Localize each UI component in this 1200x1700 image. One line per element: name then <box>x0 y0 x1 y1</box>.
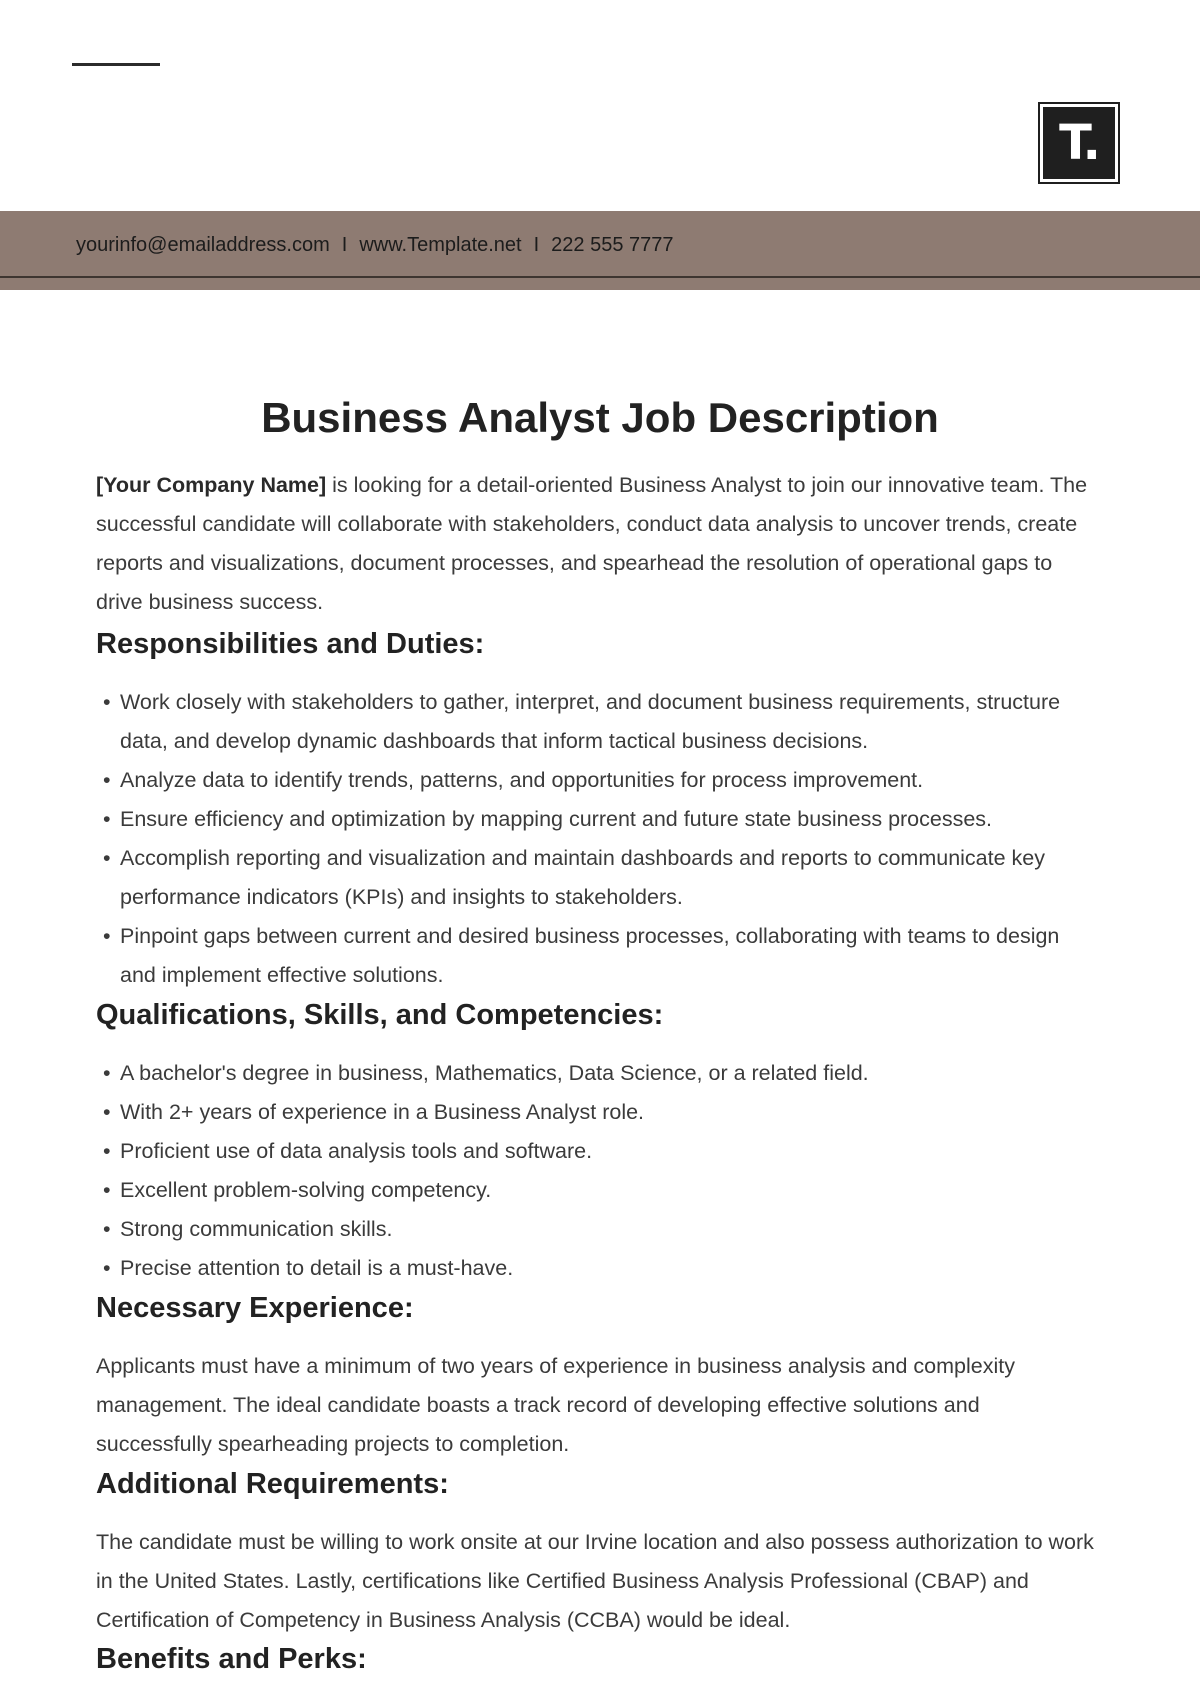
logo-mark: T. <box>1043 107 1115 179</box>
contact-phone: 222 555 7777 <box>551 234 674 256</box>
contact-separator: I <box>533 234 540 256</box>
list-item: • Work closely with stakeholders to gather, interpret, and document business requirements, structure data, and develop dynamic dashboards that inform tactical business decisions. <box>96 683 1096 761</box>
contact-website[interactable]: www.Template.net <box>359 234 522 256</box>
intro-text: is looking for a detail-oriented Business Analyst to join our innovative team. The successful candidate will collaborate with stakeholders, conduct data analysis to uncover trends, create reports and visualizations, document processes, and spearhead the resolution of operational gaps to drive business success. <box>96 473 1088 614</box>
list-item: • A bachelor's degree in business, Mathematics, Data Science, or a related field. <box>96 1054 1096 1093</box>
contact-email[interactable]: yourinfo@emailaddress.com <box>76 234 330 256</box>
document-body <box>96 466 1096 1679</box>
responsibilities-list <box>96 683 1096 995</box>
brand-logo <box>1038 102 1120 184</box>
contact-band-divider <box>0 276 1200 278</box>
company-name: [Your Company Name] <box>96 473 327 497</box>
additional-requirements-heading: Additional Requirements: <box>96 1468 449 1500</box>
qualifications-list <box>96 1054 1096 1288</box>
top-rule-decoration <box>72 63 160 66</box>
list-item: • With 2+ years of experience in a Business Analyst role. <box>96 1093 1096 1132</box>
list-item: • Analyze data to identify trends, patterns, and opportunities for process improvement. <box>96 761 1096 800</box>
benefits-heading: Benefits and Perks: <box>96 1643 367 1675</box>
contact-separator: I <box>341 234 348 256</box>
responsibilities-heading: Responsibilities and Duties: <box>96 628 485 660</box>
experience-paragraph: Applicants must have a minimum of two years of experience in business analysis and complexity management. The ideal candidate boasts a track record of developing effective solutions and successfully spearheading projects to completion. <box>96 1354 1015 1456</box>
list-item: • Ensure efficiency and optimization by mapping current and future state business processes. <box>96 800 1096 839</box>
page-title: Business Analyst Job Description <box>261 394 939 441</box>
qualifications-heading: Qualifications, Skills, and Competencies: <box>96 999 664 1031</box>
list-item: • Strong communication skills. <box>96 1210 1096 1249</box>
intro-paragraph <box>96 466 1096 622</box>
list-item: • Excellent problem-solving competency. <box>96 1171 1096 1210</box>
experience-heading: Necessary Experience: <box>96 1292 414 1324</box>
contact-info <box>76 234 674 257</box>
additional-requirements-paragraph: The candidate must be willing to work onsite at our Irvine location and also possess authorization to work in the United States. Lastly, certifications like Certified Business Analysis Professional (CBAP) and Certification of Competency in Business Analysis (CCBA) would be ideal. <box>96 1530 1094 1632</box>
list-item: • Accomplish reporting and visualization and maintain dashboards and reports to communicate key performance indicators (KPIs) and insights to stakeholders. <box>96 839 1096 917</box>
list-item: • Precise attention to detail is a must-have. <box>96 1249 1096 1288</box>
list-item: • Pinpoint gaps between current and desired business processes, collaborating with teams to design and implement effective solutions. <box>96 917 1096 995</box>
list-item: • Proficient use of data analysis tools and software. <box>96 1132 1096 1171</box>
